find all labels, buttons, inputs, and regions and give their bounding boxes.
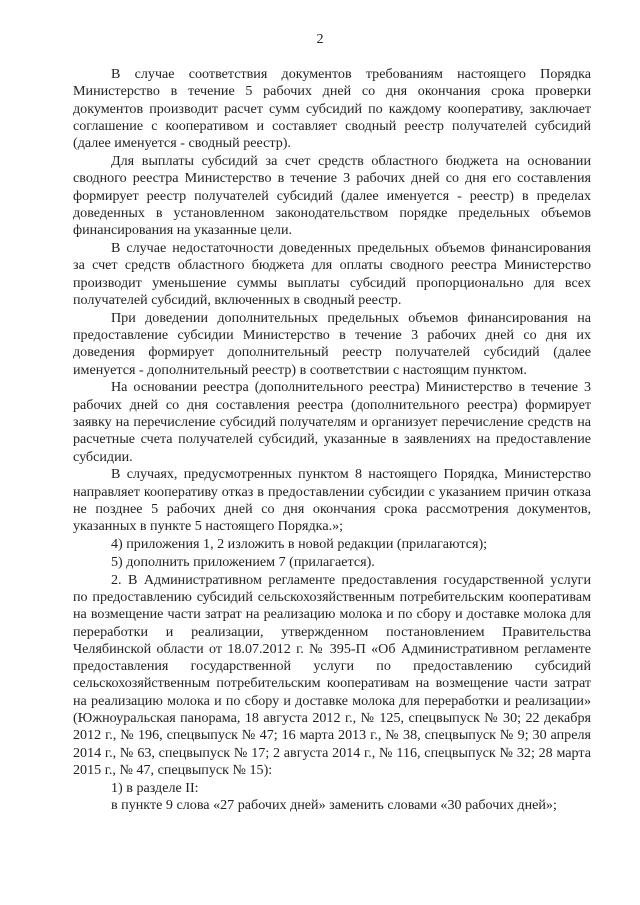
paragraph-transfer-request: На основании реестра (дополнительного реестра) Министерство в течение 3 рабочих дней со дня составления реестра (дополнительного реестра) формирует заявку на перечисление субсидий получателям и организует перечисление средств на расчетные счета получателей субсидий, указанные в заявлениях на предоставление субсидии. (73, 379, 591, 465)
paragraph-item-5: 5) дополнить приложением 7 (прилагается). (111, 553, 375, 570)
paragraph-section-2-regulation: 2. В Административном регламенте предоставления государственной услуги по предоставлению субсидий сельскохозяйственным потребительским кооперативам на возмещение части затрат на реализацию молока и по сбору и доставке молока для переработки и реализации, утвержденном постановлением Правительства Челябинской области от 18.07.2012 г. № 395-П «Об Административном регламенте предоставления государственной услуги по предоставлению субсидий сельскохозяйственным потребительским кооперативам на возмещение части затрат на реализацию молока и по сбору и доставке молока для переработки и реализации» (Южноуральская панорама, 18 августа 2012 г., № 125, спецвыпуск № 30; 22 декабря 2012 г., № 196, спецвыпуск № 47; 16 марта 2013 г., № 38, спецвыпуск № 9; 30 апреля 2014 г., № 63, спецвыпуск № 17; 2 августа 2014 г., № 116, спецвыпуск № 32; 28 марта 2015 г., № 47, спецвыпуск № 15): (73, 571, 591, 778)
paragraph-register-formation: Для выплаты субсидий за счет средств областного бюджета на основании сводного реестра Министерство в течение 3 рабочих дней со дня его составления формирует реестр получателей субсидий (далее именуется - реестр) в пределах доведенных в установленном законодательством порядке предельных объемов финансирования на указанные цели. (73, 152, 591, 239)
paragraph-item-4: 4) приложения 1, 2 изложить в новой редакции (прилагаются); (111, 536, 488, 553)
paragraph-section-ii: 1) в разделе II: (111, 779, 199, 796)
paragraph-additional-register: При доведении дополнительных предельных объемов финансирования на предоставление субсидии Министерство в течение 3 рабочих дней со дня их доведения формирует дополнительный реестр получателей субсидий (далее именуется - дополнительный реестр) в соответствии с настоящим пунктом. (73, 309, 591, 378)
paragraph-clause-9: в пункте 9 слова «27 рабочих дней» заменить словами «30 рабочих дней»; (111, 797, 557, 814)
paragraph-consolidated-register: В случае соответствия документов требованиям настоящего Порядка Министерство в течение 5 рабочих дней со дня окончания срока проверки документов производит расчет сумм субсидий по каждому кооперативу, заключает соглашение с кооперативом и составляет сводный реестр получателей субсидий (далее именуется - сводный реестр). (73, 66, 591, 152)
paragraph-insufficient-funding: В случае недостаточности доведенных предельных объемов финансирования за счет средств областного бюджета для оплаты сводного реестра Министерство производит уменьшение суммы выплаты субсидий пропорционально для всех получателей субсидий, включенных в сводный реестр. (73, 239, 591, 308)
paragraph-refusal: В случаях, предусмотренных пунктом 8 настоящего Порядка, Министерство направляет кооперативу отказ в предоставлении субсидии с указанием причин отказа не позднее 5 рабочих дней со дня окончания срока рассмотрения документов, указанных в пункте 5 настоящего Порядка.»; (73, 466, 591, 535)
page-number: 2 (316, 31, 324, 47)
document-body (73, 66, 591, 815)
